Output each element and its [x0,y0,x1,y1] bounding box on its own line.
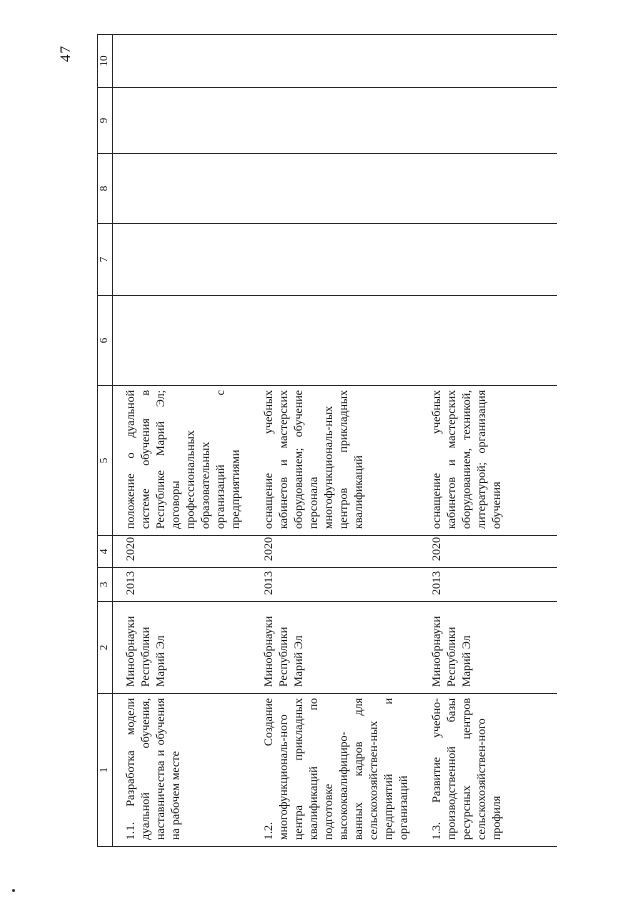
measure-cell: 1.3. Развитие учебно-производственной базы ресурсных центров сельскохозяйствен-ного профиля [419,694,557,847]
result-cell: положение о дуальной системе обучения в Республике Марий Эл; договоры профессиональных образовательных организаций с предприятиями [112,386,251,536]
empty-cell [251,88,419,154]
column-header: 6 [98,296,113,386]
page-number: 47 [58,45,74,62]
column-header: 5 [98,386,113,536]
rotated-table-container [97,35,529,847]
empty-cell [112,224,251,296]
column-header: 10 [98,35,113,88]
column-header: 3 [98,568,113,602]
table-row [419,35,557,847]
start-year-cell: 2013 [251,568,419,602]
empty-cell [251,296,419,386]
column-header: 7 [98,224,113,296]
start-year-cell: 2013 [112,568,251,602]
end-year-cell: 2020 [112,536,251,568]
empty-cell [419,296,557,386]
empty-cell [419,88,557,154]
column-header: 2 [98,602,113,694]
empty-cell [419,35,557,88]
column-header: 8 [98,154,113,224]
result-cell: оснащение учебных кабинетов и мастерских оборудованием, техникой, литературой; организация обучения [419,386,557,536]
column-header: 9 [98,88,113,154]
column-header: 4 [98,536,113,568]
empty-cell [251,35,419,88]
measure-cell: 1.1. Разработка модели дуальной обучения, наставничества и обучения на рабочем месте [112,694,251,847]
empty-cell [419,154,557,224]
empty-cell [419,224,557,296]
program-measures-table [97,34,557,847]
column-header: 1 [98,694,113,847]
start-year-cell: 2013 [419,568,557,602]
executor-cell: Минобрнауки Республики Марий Эл [419,602,557,694]
end-year-cell: 2020 [251,536,419,568]
empty-cell [251,154,419,224]
empty-cell [112,154,251,224]
table-row [251,35,419,847]
empty-cell [112,35,251,88]
empty-cell [251,224,419,296]
column-number-row [98,35,113,847]
table-row [112,35,251,847]
result-cell: оснащение учебных кабинетов и мастерских оборудованием; обучение персонала многофункциональ-ных центров прикладных квалификаций [251,386,419,536]
end-year-cell: 2020 [419,536,557,568]
executor-cell: Минобрнауки Республики Марий Эл [112,602,251,694]
empty-cell [112,88,251,154]
scan-speck [12,889,15,892]
executor-cell: Минобрнауки Республики Марий Эл [251,602,419,694]
empty-cell [112,296,251,386]
measure-cell: 1.2. Создание многофункциональ-ного центра прикладных квалификаций по подготовке высококвалифициро-ванных кадров для сельскохозяйствен-ных предприятий и организаций [251,694,419,847]
